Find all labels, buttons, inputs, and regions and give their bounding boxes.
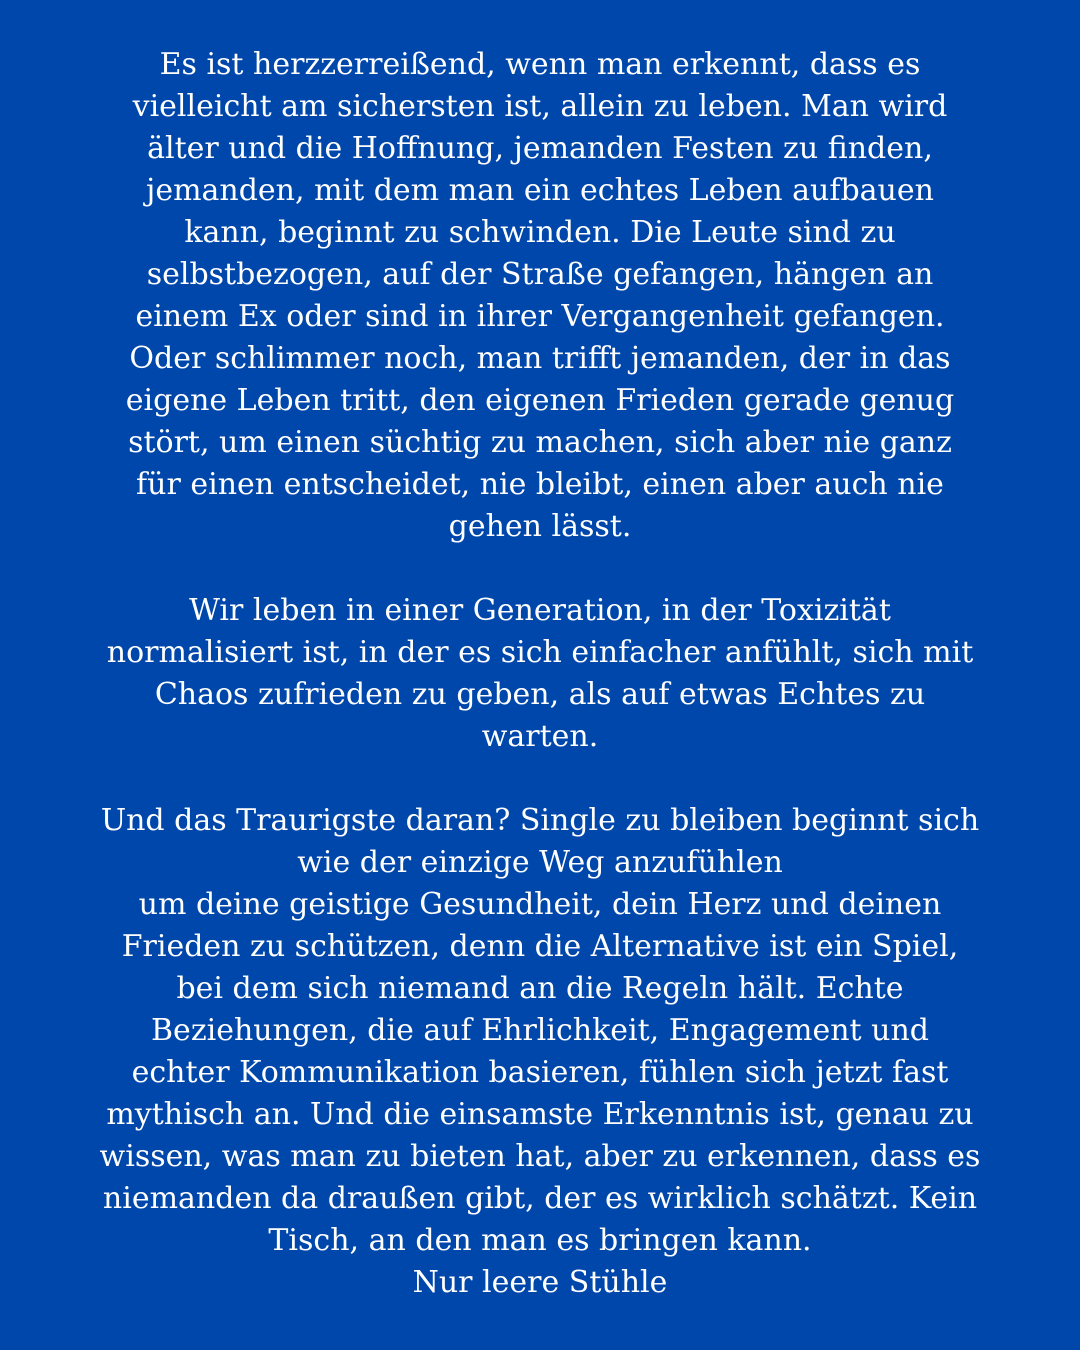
- quote-text: [80, 44, 1000, 1304]
- text-line: echter Kommunikation basieren, fühlen sich jetzt fast: [131, 1055, 949, 1090]
- text-line: Wir leben in einer Generation, in der Toxizität: [189, 593, 891, 628]
- text-line: eigene Leben tritt, den eigenen Frieden gerade genug: [125, 383, 955, 418]
- text-line: älter und die Hoffnung, jemanden Festen zu finden,: [147, 131, 933, 166]
- text-line: Nur leere Stühle: [412, 1265, 668, 1300]
- text-line: jemanden, mit dem man ein echtes Leben aufbauen: [146, 173, 934, 208]
- text-line: bei dem sich niemand an die Regeln hält. Echte: [176, 971, 904, 1006]
- text-line: warten.: [481, 719, 599, 754]
- text-line: selbstbezogen, auf der Straße gefangen, hängen an: [146, 257, 934, 292]
- text-line: um deine geistige Gesundheit, dein Herz und deinen: [138, 887, 942, 922]
- text-line: mythisch an. Und die einsamste Erkenntnis ist, genau zu: [106, 1097, 974, 1132]
- text-line: wie der einzige Weg anzufühlen: [297, 845, 783, 880]
- text-line: Frieden zu schützen, denn die Alternative ist ein Spiel,: [121, 929, 959, 964]
- text-line: vielleicht am sichersten ist, allein zu leben. Man wird: [132, 89, 948, 124]
- text-line: für einen entscheidet, nie bleibt, einen aber auch nie: [136, 467, 944, 502]
- paragraph-3: [80, 800, 1000, 1304]
- text-line: wissen, was man zu bieten hat, aber zu erkennen, dass es: [99, 1139, 981, 1174]
- text-line: niemanden da draußen gibt, der es wirklich schätzt. Kein: [102, 1181, 978, 1216]
- text-line: Beziehungen, die auf Ehrlichkeit, Engagement und: [151, 1013, 929, 1048]
- text-line: gehen lässt.: [448, 509, 632, 544]
- text-line: Tisch, an den man es bringen kann.: [268, 1223, 812, 1258]
- text-line: stört, um einen süchtig zu machen, sich aber nie ganz: [128, 425, 952, 460]
- text-line: Es ist herzzerreißend, wenn man erkennt, dass es: [159, 47, 921, 82]
- text-line: Oder schlimmer noch, man trifft jemanden, der in das: [129, 341, 951, 376]
- text-line: Chaos zufrieden zu geben, als auf etwas Echtes zu: [154, 677, 926, 712]
- paragraph-spacer: [80, 548, 1000, 590]
- paragraph-2: [80, 590, 1000, 758]
- paragraph-1: [80, 44, 1000, 548]
- text-line: kann, beginnt zu schwinden. Die Leute sind zu: [184, 215, 896, 250]
- text-line: normalisiert ist, in der es sich einfacher anfühlt, sich mit: [106, 635, 974, 670]
- text-line: Und das Traurigste daran? Single zu bleiben beginnt sich: [100, 803, 980, 838]
- paragraph-spacer: [80, 758, 1000, 800]
- text-line: einem Ex oder sind in ihrer Vergangenheit gefangen.: [135, 299, 945, 334]
